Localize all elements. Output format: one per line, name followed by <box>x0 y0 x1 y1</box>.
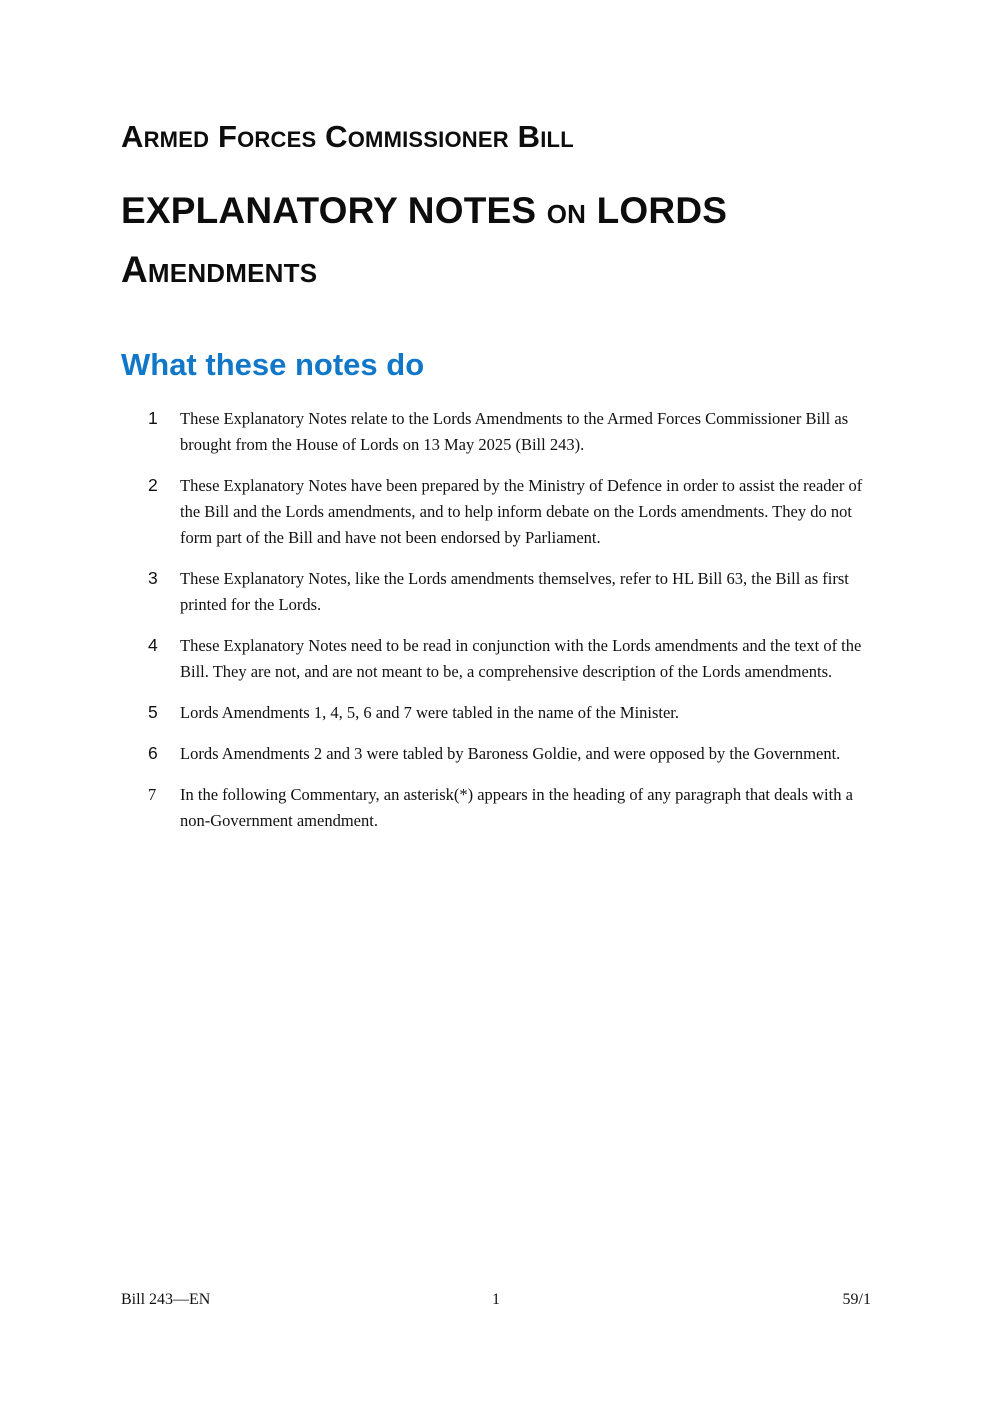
numbered-paragraph <box>121 566 870 618</box>
paragraph-list <box>121 406 870 834</box>
numbered-paragraph <box>121 741 870 767</box>
paragraph-text: These Explanatory Notes need to be read in conjunction with the Lords amendments and the text of the Bill. They are not, and are not meant to be, a comprehensive description of the Lords amendments. <box>180 636 862 682</box>
paragraph-number: 4 <box>148 635 158 656</box>
paragraph-number: 5 <box>148 702 158 723</box>
footer-page-number: 1 <box>492 1291 500 1308</box>
section-heading: What these notes do <box>121 347 425 383</box>
numbered-paragraph <box>121 473 870 551</box>
page-footer <box>121 1291 871 1309</box>
numbered-paragraph <box>121 633 870 685</box>
paragraph-text: Lords Amendments 1, 4, 5, 6 and 7 were tabled in the name of the Minister. <box>180 703 680 723</box>
numbered-paragraph <box>121 782 870 834</box>
numbered-paragraph <box>121 700 870 726</box>
paragraph-number: 1 <box>148 408 158 429</box>
footer-bill-number: Bill 243—EN <box>121 1291 211 1308</box>
bill-title: Armed Forces Commissioner Bill <box>121 119 574 154</box>
paragraph-text: These Explanatory Notes relate to the Lords Amendments to the Armed Forces Commissioner Bill as brought from the House of Lords on 13 May 2025 (Bill 243). <box>180 409 849 455</box>
document-page <box>121 0 870 849</box>
paragraph-text: These Explanatory Notes, like the Lords amendments themselves, refer to HL Bill 63, the Bill as first printed for the Lords. <box>180 569 849 615</box>
paragraph-text: Lords Amendments 2 and 3 were tabled by Baroness Goldie, and were opposed by the Government. <box>180 744 841 764</box>
paragraph-text: These Explanatory Notes have been prepared by the Ministry of Defence in order to assist the reader of the Bill and the Lords amendments, and to help inform debate on the Lords amendments. They do not form part of the Bill and have not been endorsed by Parliament. <box>180 476 863 548</box>
paragraph-number: 7 <box>148 785 157 805</box>
footer-print-number: 59/1 <box>842 1291 871 1308</box>
numbered-paragraph <box>121 406 870 458</box>
paragraph-text: In the following Commentary, an asterisk(*) appears in the heading of any paragraph that deals with a non-Government amendment. <box>180 785 853 831</box>
document-title: EXPLANATORY NOTES on LORDS Amendments <box>121 190 728 291</box>
paragraph-number: 2 <box>148 475 158 496</box>
paragraph-number: 3 <box>148 568 158 589</box>
paragraph-number: 6 <box>148 743 158 764</box>
